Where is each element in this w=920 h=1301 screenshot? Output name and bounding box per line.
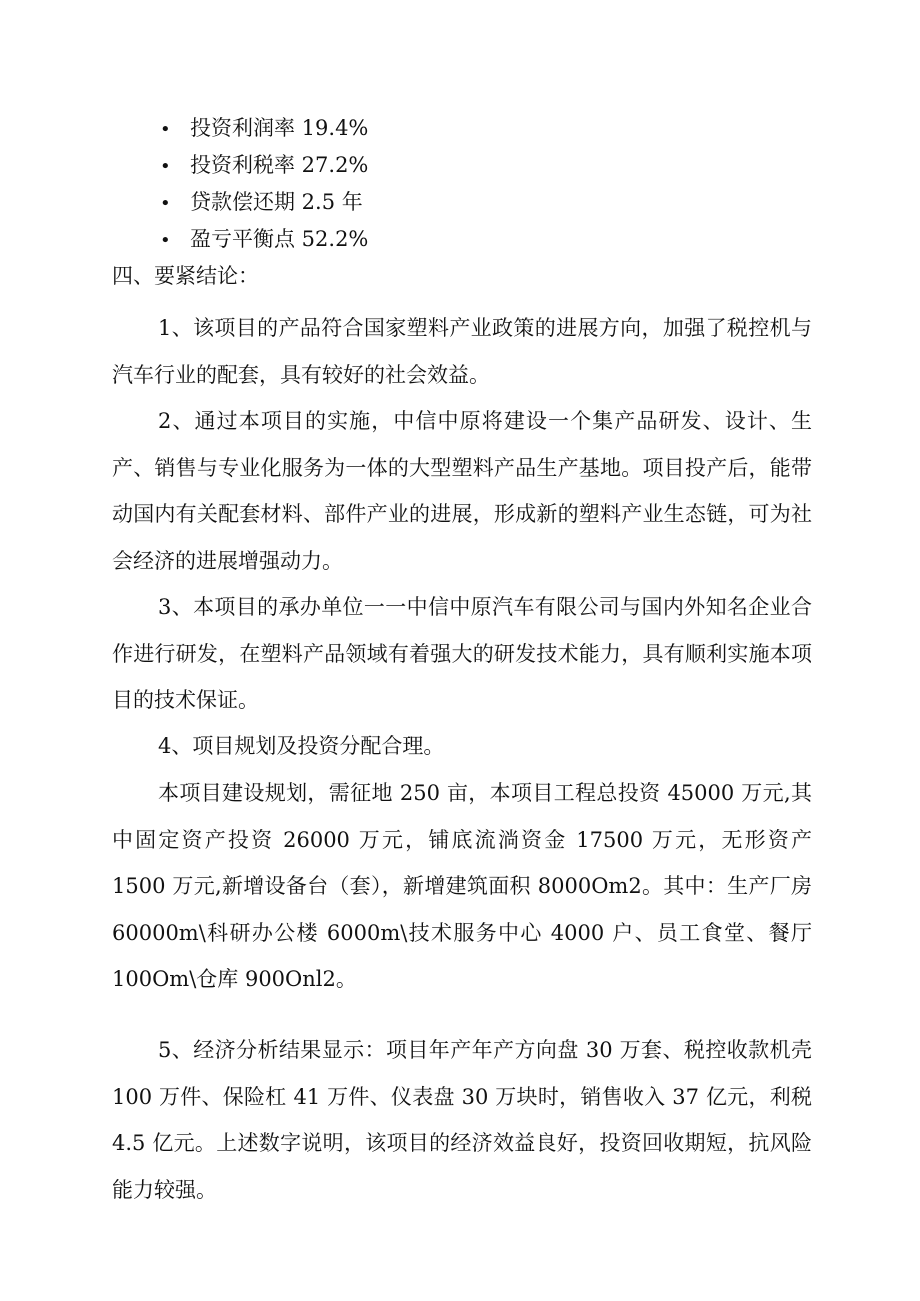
list-item [160,147,368,184]
paragraph: 2、通过本项目的实施，中信中原将建设一个集产品研发、设计、生产、销售与专业化服务为一体的大型塑料产品生产基地。项目投产后，能带动国内有关配套材料、部件产业的进展，形成新的塑料产业生态链，可为社会经济的进展增强动力。 [112,409,812,573]
list-item-text: 投资利润率 19.4% [190,116,369,140]
list-item-text: 盈亏平衡点 52.2% [190,227,369,251]
paragraph: 1、该项目的产品符合国家塑料产业政策的进展方向，加强了税控机与汽车行业的配套，具有较好的社会效益。 [112,316,812,387]
bullet-icon: • [160,156,171,177]
bullet-icon: • [160,193,171,214]
bullet-icon: • [160,230,171,251]
section-heading: 四、要紧结论： [112,264,259,288]
bullet-icon: • [160,119,171,140]
list-item-text: 贷款偿还期 2.5 年 [190,190,363,214]
paragraph: 3、本项目的承办单位一一中信中原汽车有限公司与国内外知名企业合作进行研发，在塑料产品领域有着强大的研发技术能力，具有顺利实施本项目的技术保证。 [112,595,812,712]
list-item [160,184,368,221]
list-item [160,221,368,258]
list-item [160,110,368,147]
list-item-text: 投资利税率 27.2% [190,153,369,177]
indicator-list [160,110,368,258]
paragraph: 本项目建设规划，需征地 250 亩，本项目工程总投资 45000 万元,其中固定资产投资 26000 万元，铺底流淌资金 17500 万元，无形资产 1500 万元,新增设备台（套），新增建筑面积 8000Om2。其中：生产厂房 60000m\科研办公楼 6000m\技术服务中心 4000 户、员工食堂、餐厅 100Om\仓库 900Onl2。 [112,781,812,991]
paragraph: 5、经济分析结果显示：项目年产年产方向盘 30 万套、税控收款机壳 100 万件、保险杠 41 万件、仪表盘 30 万块时，销售收入 37 亿元，利税 4.5 亿元。上述数字说明，该项目的经济效益良好，投资回收期短，抗风险能力较强。 [112,1038,812,1202]
paragraph: 4、项目规划及投资分配合理。 [158,734,445,758]
